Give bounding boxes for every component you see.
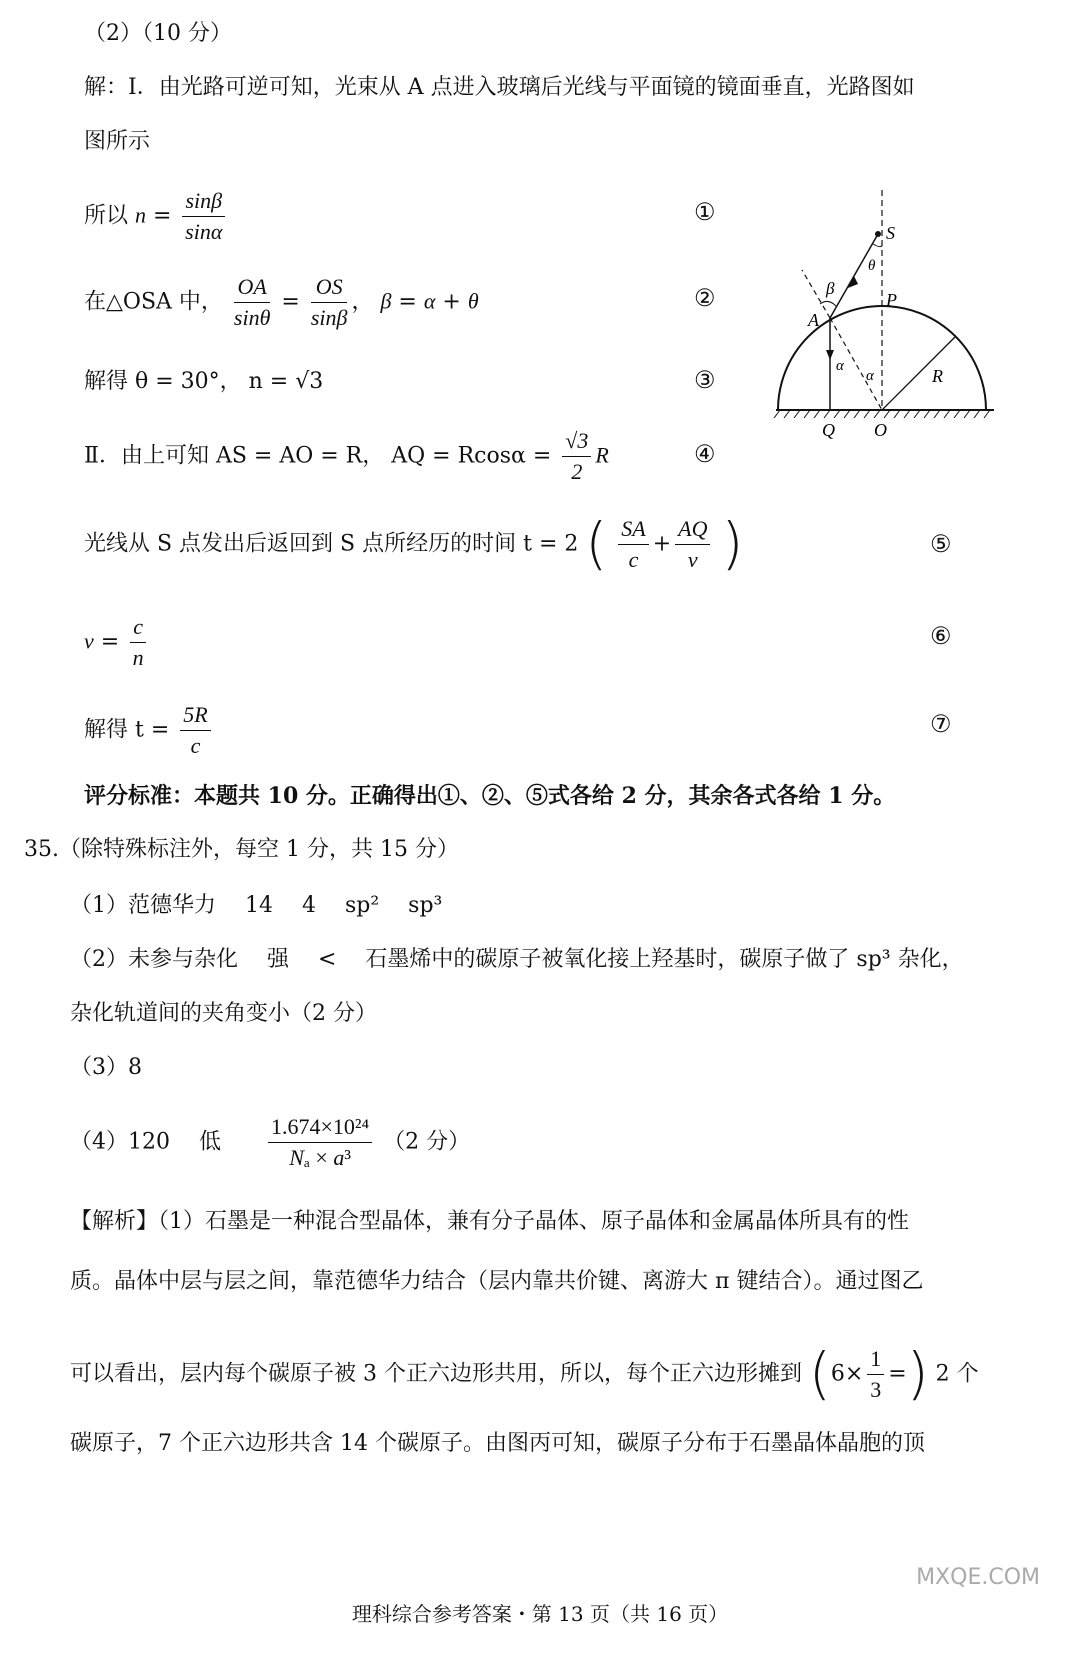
question-header: （2）（10 分）: [84, 21, 232, 46]
q35-answer-4-prefix: （4）120 低: [70, 1129, 221, 1155]
label-alpha-2: α: [866, 368, 874, 384]
q35-answer-2-line-2: 杂化轨道间的夹角变小（2 分）: [70, 1001, 377, 1026]
equation-5: 光线从 S 点发出后返回到 S 点所经历的时间 t = 2 ( $\frac{SA}{c}$ + $\frac{AQ}{v}$ ): [84, 511, 744, 577]
label-Q: Q: [822, 420, 835, 440]
equation-2: 在△OSA 中， $\frac{OA}{\sin\theta}$ = $\frac{OS}{\sin\beta}$ ， β = α + θ: [84, 274, 479, 330]
label-beta: β: [826, 279, 835, 298]
marker-5: ⑤: [930, 530, 952, 558]
solution-line-2: 图所示: [84, 129, 151, 154]
q35-answer-4: （4）120 低 $\frac{\text{1.674×10²⁴}}{\text{Nₐ × a³}}$ （2 分）: [70, 1114, 471, 1170]
marker-6: ⑥: [930, 622, 952, 650]
equation-6: v = $\frac{c}{n}$: [84, 612, 150, 673]
equation-2-prefix: 在△OSA 中，: [84, 289, 223, 315]
equation-1-prefix: 所以: [84, 203, 129, 229]
equation-7-prefix: 解得 t =: [84, 717, 170, 743]
equation-1: 所以 n = $\frac{\sin\beta}{\sin\alpha}$: [84, 186, 229, 247]
watermark: MXQE.COM: [916, 1565, 1040, 1590]
marker-3: ③: [694, 366, 716, 394]
marker-4: ④: [694, 440, 716, 468]
analysis-line-3-suffix: 2 个: [935, 1361, 979, 1387]
q35-answer-1: （1）范德华力 14 4 sp² sp³: [70, 893, 443, 918]
equation-4-prefix: Ⅱ．由上可知 AS = AO = R， AQ = Rcosα =: [84, 443, 552, 469]
equation-4: Ⅱ．由上可知 AS = AO = R， AQ = Rcosα = $\frac{√3}{2}$ R: [84, 428, 609, 484]
optics-diagram: [770, 190, 1000, 450]
fraction-sin-beta-over-sin-alpha: $\frac{\sin\beta}{\sin\alpha}$: [182, 186, 225, 247]
label-A: A: [808, 310, 819, 330]
label-R: R: [932, 366, 943, 386]
analysis-line-1: 【解析】（1）石墨是一种混合型晶体，兼有分子晶体、原子晶体和金属晶体所具有的性: [70, 1209, 909, 1234]
analysis-line-3: 可以看出，层内每个碳原子被 3 个正六边形共用，所以，每个正六边形摊到 (6× $\frac{1}{3}$ =) 2 个: [70, 1341, 979, 1407]
label-P: P: [886, 290, 897, 310]
scoring-standard: 评分标准：本题共 10 分。正确得出①、②、⑤式各给 2 分，其余各式各给 1 分。: [84, 783, 896, 809]
marker-1: ①: [694, 198, 716, 226]
label-S: S: [886, 223, 895, 243]
equation-5-prefix: 光线从 S 点发出后返回到 S 点所经历的时间 t = 2: [84, 531, 579, 557]
equation-7: 解得 t = $\frac{5R}{c}$: [84, 700, 215, 761]
q35-answer-3: （3）8: [70, 1055, 142, 1080]
solution-line-1: 解：Ⅰ．由光路可逆可知，光束从 A 点进入玻璃后光线与平面镜的镜面垂直，光路图如: [84, 75, 915, 100]
page-footer: 理科综合参考答案・第 13 页（共 16 页）: [351, 1602, 729, 1626]
equation-3: 解得 θ = 30°， n = √3: [84, 369, 324, 394]
marker-2: ②: [694, 284, 716, 312]
q35-answer-2-line-1: （2）未参与杂化 强 < 石墨烯中的碳原子被氧化接上羟基时，碳原子做了 sp³ 杂化，: [70, 947, 964, 972]
label-alpha-1: α: [836, 358, 844, 374]
q35-answer-4-suffix: （2 分）: [383, 1129, 471, 1155]
marker-7: ⑦: [930, 710, 952, 738]
analysis-line-3-text: 可以看出，层内每个碳原子被 3 个正六边形共用，所以，每个正六边形摊到: [70, 1361, 802, 1387]
analysis-line-4: 碳原子，7 个正六边形共含 14 个碳原子。由图丙可知，碳原子分布于石墨晶体晶胞的顶: [70, 1431, 925, 1456]
label-O: O: [874, 420, 887, 440]
label-theta: θ: [868, 258, 876, 274]
analysis-line-2: 质。晶体中层与层之间，靠范德华力结合（层内靠共价键、离游大 π 键结合）。通过图乙: [70, 1269, 924, 1294]
question-35-title: 35.（除特殊标注外，每空 1 分，共 15 分）: [24, 837, 459, 862]
